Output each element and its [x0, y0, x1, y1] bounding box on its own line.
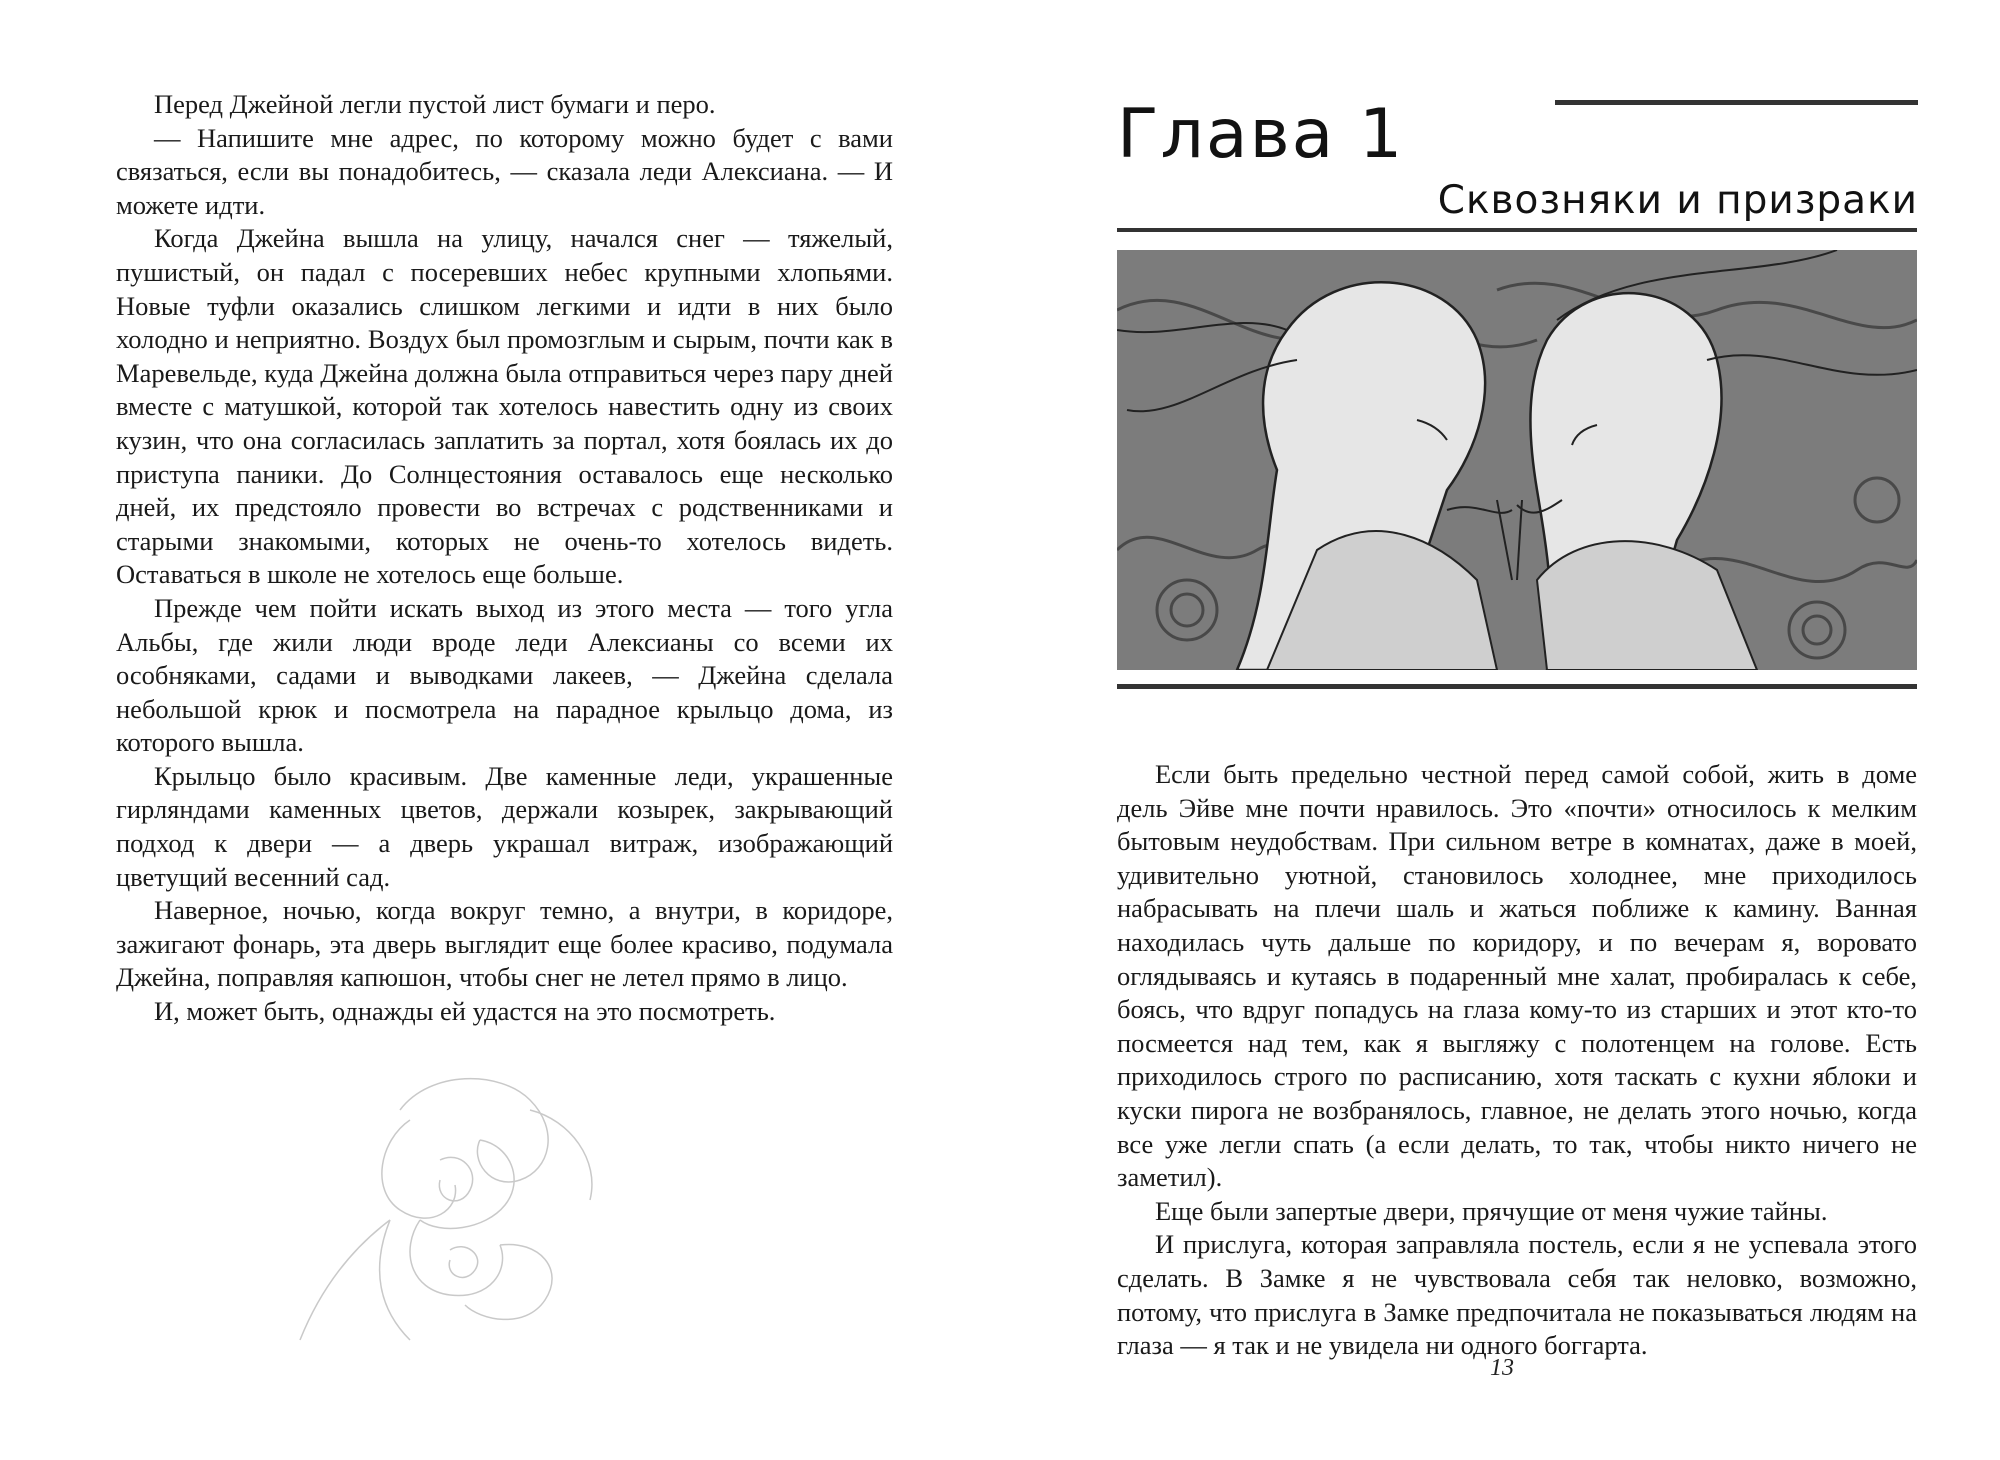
paragraph: Перед Джейной легли пустой лист бумаги и перо. [154, 89, 716, 119]
paragraph: — Напишите мне адрес, по которому можно будет с вами связаться, если вы понадобитесь, — сказала леди Алексиана. — И можете идти. [116, 122, 893, 220]
decorative-rule [1117, 228, 1917, 232]
chapter-title: Глава 1 [1117, 95, 1405, 174]
paragraph: Прежде чем пойти искать выход из этого места — того угла Альбы, где жили люди вроде леди Алексианы со всеми их особняками, садами и выводками лакеев, — Джейна сделала небольшой крюк и посмотрела на парадное крыльцо дома, из которого вышла. [116, 592, 893, 758]
paragraph: Наверное, ночью, когда вокруг темно, а внутри, в коридоре, зажигают фонарь, эта дверь выглядит еще более красиво, подумала Джейна, поправляя капюшон, чтобы снег не летел прямо в лицо. [116, 895, 893, 993]
chapter-subtitle: Сквозняки и призраки [1437, 178, 1918, 223]
paragraph: И, может быть, однажды ей удастся на это посмотреть. [154, 996, 776, 1027]
right-page-text [1117, 758, 1917, 1363]
left-page-text [116, 88, 893, 1029]
decorative-rule [1117, 684, 1917, 689]
decorative-rule [1555, 100, 1918, 105]
rose-sketch-illustration [290, 1050, 650, 1350]
page-number: 13 [1490, 1355, 1514, 1381]
paragraph: Когда Джейна вышла на улицу, начался снег — тяжелый, пушистый, он падал с посеревших небес крупными хлопьями. Новые туфли оказались слишком легкими и идти в них было холодно и неприятно. Воздух был промозглым и сырым, почти как в Маревельде, куда Джейна должна была отправиться через пару дней вместе с матушкой, которой так хотелось навестить одну из своих кузин, что она согласилась заплатить за портал, хотя боялась их до приступа паники. До Солнцестояния оставалось еще несколько дней, их предстояло провести во встречах с родственниками и старыми знакомыми, которых не очень-то хотелось видеть. Оставаться в школе не хотелось еще больше. [116, 223, 893, 590]
paragraph: Если быть предельно честной перед самой собой, жить в доме дель Эйве мне почти нравилось. Это «почти» относилось к мелким бытовым неудобствам. При сильном ветре в комнатах, даже в моей, удивительно уютной, становилось холоднее, мне приходилось набрасывать на плечи шаль и жаться поближе к камину. Ванная находилась чуть дальше по коридору, и по вечерам я, воровато оглядываясь и кутаясь в подаренный мне халат, пробиралась к себе, боясь, что вдруг попадусь на глаза кому-то из старших и этот кто-то посмеется над тем, как я выгляжу с полотенцем на голове. Есть приходилось строго по расписанию, хотя таскать с кухни яблоки и куски пирога не возбранялось, главное, не делать этого ночью, когда все уже легли спать (а если делать, то так, чтобы никто ничего не заметил). [1117, 759, 1917, 1193]
paragraph: И прислуга, которая заправляла постель, если я не успевала этого сделать. В Замке я не чувствовала себя так неловко, возможно, потому, что прислуга в Замке предпочитала не показываться людям на глаза — я так и не увидела ни одного боггарта. [1117, 1229, 1917, 1361]
right-page [1000, 0, 2000, 1460]
paragraph: Еще были запертые двери, прячущие от меня чужие тайны. [1155, 1195, 1828, 1226]
paragraph: Крыльцо было красивым. Две каменные леди, украшенные гирляндами каменных цветов, держали козырек, закрывающий подход к двери — а дверь украшал витраж, изображающий цветущий весенний сад. [116, 760, 893, 892]
chapter-illustration [1117, 250, 1917, 670]
